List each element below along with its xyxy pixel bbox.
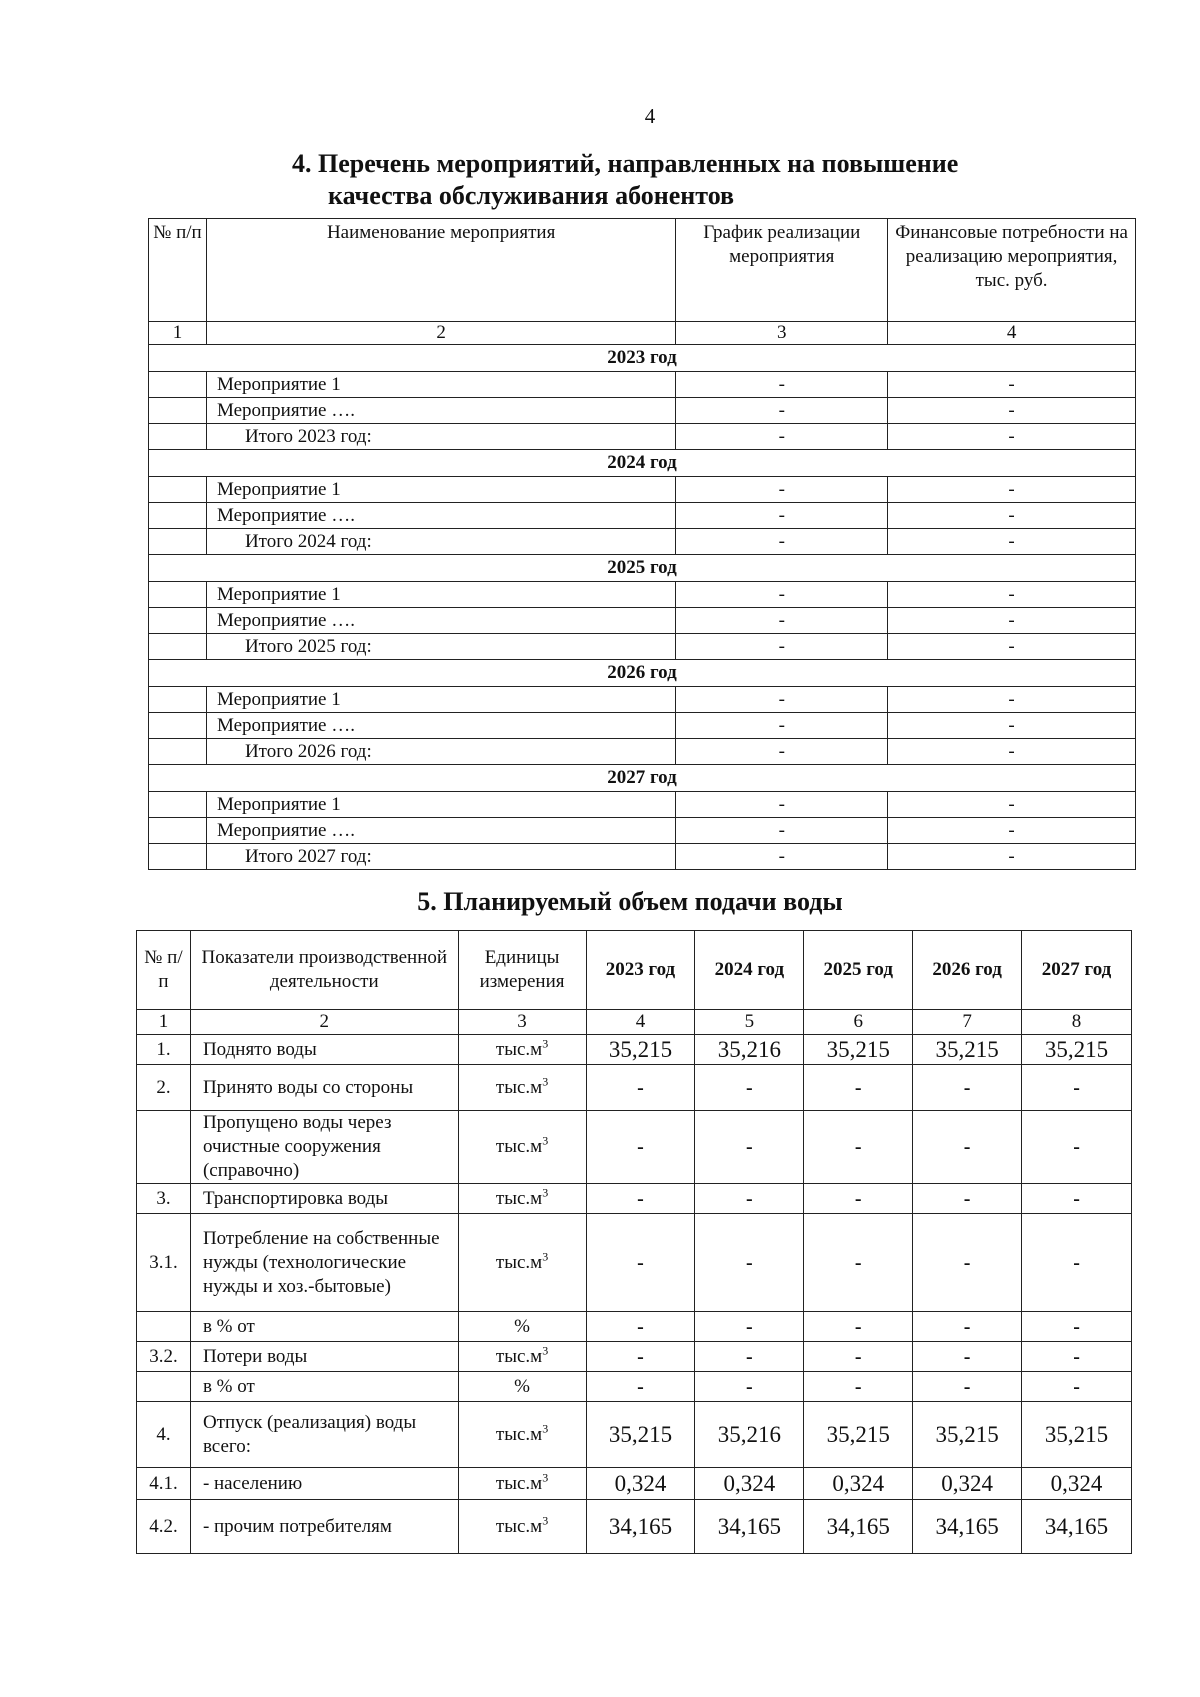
year-value: - <box>586 1342 695 1372</box>
year-value: 0,324 <box>804 1468 913 1500</box>
unit-label: % <box>514 1315 530 1337</box>
year-value: 34,165 <box>586 1500 695 1554</box>
column-number: 1 <box>137 1010 191 1035</box>
finance-value: - <box>888 818 1136 844</box>
row-number-cell <box>149 398 207 424</box>
row-number: 3.1. <box>137 1214 191 1312</box>
year-value: - <box>913 1372 1022 1402</box>
section-4-title-line1: 4. Перечень мероприятий, направленных на повышение <box>292 149 959 178</box>
row-number-cell <box>149 608 207 634</box>
year-value: 34,165 <box>1022 1500 1132 1554</box>
header-year: 2027 год <box>1022 931 1132 1010</box>
year-value: - <box>586 1184 695 1214</box>
row-number-cell <box>149 713 207 739</box>
row-number <box>137 1312 191 1342</box>
year-row <box>149 660 1136 687</box>
unit-label: тыс.м <box>495 1038 543 1060</box>
column-number: 3 <box>676 322 888 345</box>
indicator-name: - прочим потребителям <box>190 1500 458 1554</box>
unit-cell <box>458 1214 586 1312</box>
table-row <box>149 818 1136 844</box>
schedule-value: - <box>676 608 888 634</box>
schedule-value: - <box>676 424 888 450</box>
row-number-cell <box>149 477 207 503</box>
row-number <box>137 1372 191 1402</box>
unit-label: тыс.м <box>495 1423 543 1445</box>
year-value: - <box>804 1111 913 1184</box>
measure-name: Мероприятие 1 <box>206 477 675 503</box>
finance-value: - <box>888 739 1136 765</box>
finance-value: - <box>888 582 1136 608</box>
unit-cell <box>458 1312 586 1342</box>
year-label: 2027 год <box>149 765 1136 792</box>
table-row <box>137 1468 1132 1500</box>
year-value: 35,215 <box>1022 1402 1132 1468</box>
header-year: 2024 год <box>695 931 804 1010</box>
header-indicator: Показатели производственной деятельности <box>190 931 458 1010</box>
table-row <box>137 1402 1132 1468</box>
schedule-value: - <box>676 477 888 503</box>
schedule-value: - <box>676 582 888 608</box>
year-value: - <box>586 1111 695 1184</box>
indicator-name: Поднято воды <box>190 1035 458 1065</box>
table-row <box>149 582 1136 608</box>
table-row <box>137 1214 1132 1312</box>
year-value: - <box>804 1214 913 1312</box>
measures-table <box>148 218 1136 870</box>
schedule-value: - <box>676 398 888 424</box>
row-number: 4.2. <box>137 1500 191 1554</box>
measure-name: Мероприятие …. <box>206 608 675 634</box>
table-row <box>149 792 1136 818</box>
row-number: 4. <box>137 1402 191 1468</box>
column-number: 3 <box>458 1010 586 1035</box>
year-value: - <box>913 1111 1022 1184</box>
column-number: 4 <box>586 1010 695 1035</box>
year-value: - <box>586 1372 695 1402</box>
unit-cell <box>458 1468 586 1500</box>
row-number: 1. <box>137 1035 191 1065</box>
unit-superscript: 3 <box>542 1185 549 1200</box>
table-row <box>149 398 1136 424</box>
year-value: - <box>913 1214 1022 1312</box>
finance-value: - <box>888 398 1136 424</box>
row-number-cell <box>149 529 207 555</box>
year-label: 2025 год <box>149 555 1136 582</box>
unit-label: тыс.м <box>495 1187 543 1209</box>
year-row <box>149 555 1136 582</box>
unit-cell <box>458 1111 586 1184</box>
total-label: Итого 2026 год: <box>206 739 675 765</box>
unit-label: тыс.м <box>495 1515 543 1537</box>
finance-value: - <box>888 529 1136 555</box>
total-label: Итого 2023 год: <box>206 424 675 450</box>
measure-name: Мероприятие …. <box>206 713 675 739</box>
year-value: 35,215 <box>913 1035 1022 1065</box>
table-row <box>149 687 1136 713</box>
year-value: - <box>1022 1312 1132 1342</box>
page-number: 4 <box>644 104 656 128</box>
year-value: 34,165 <box>913 1500 1022 1554</box>
unit-cell <box>458 1402 586 1468</box>
header-year: 2026 год <box>913 931 1022 1010</box>
year-value: - <box>695 1184 804 1214</box>
row-number-cell <box>149 739 207 765</box>
schedule-value: - <box>676 634 888 660</box>
unit-label: % <box>514 1375 530 1397</box>
year-value: - <box>804 1065 913 1111</box>
row-number-cell <box>149 634 207 660</box>
unit-cell <box>458 1500 586 1554</box>
year-value: - <box>1022 1111 1132 1184</box>
row-number-cell <box>149 844 207 870</box>
header-num: № п/п <box>137 931 191 1010</box>
row-number-cell <box>149 372 207 398</box>
year-value: 0,324 <box>913 1468 1022 1500</box>
year-value: - <box>695 1111 804 1184</box>
year-value: - <box>586 1065 695 1111</box>
table-row <box>149 372 1136 398</box>
measure-name: Мероприятие …. <box>206 818 675 844</box>
header-num: № п/п <box>149 219 207 322</box>
year-value: - <box>586 1312 695 1342</box>
year-label: 2024 год <box>149 450 1136 477</box>
finance-value: - <box>888 844 1136 870</box>
section-4-title <box>292 148 1072 212</box>
header-finance: Финансовые потребности на реализацию мероприятия, тыс. руб. <box>888 219 1136 322</box>
column-number: 2 <box>206 322 675 345</box>
total-label: Итого 2025 год: <box>206 634 675 660</box>
row-number-cell <box>149 792 207 818</box>
unit-label: тыс.м <box>495 1251 543 1273</box>
year-value: 0,324 <box>586 1468 695 1500</box>
finance-value: - <box>888 424 1136 450</box>
row-number <box>137 1111 191 1184</box>
row-number-cell <box>149 582 207 608</box>
finance-value: - <box>888 372 1136 398</box>
column-number: 8 <box>1022 1010 1132 1035</box>
schedule-value: - <box>676 739 888 765</box>
schedule-value: - <box>676 372 888 398</box>
unit-superscript: 3 <box>542 1513 549 1528</box>
schedule-value: - <box>676 687 888 713</box>
table-row <box>137 1035 1132 1065</box>
year-value: - <box>913 1184 1022 1214</box>
year-label: 2023 год <box>149 345 1136 372</box>
indicator-name: Пропущено воды через очистные сооружения (справочно) <box>190 1111 458 1184</box>
year-value: - <box>913 1342 1022 1372</box>
row-number-cell <box>149 424 207 450</box>
total-label: Итого 2027 год: <box>206 844 675 870</box>
indicator-name: Потери воды <box>190 1342 458 1372</box>
finance-value: - <box>888 634 1136 660</box>
indicator-name: - населению <box>190 1468 458 1500</box>
unit-cell <box>458 1065 586 1111</box>
year-value: 35,215 <box>804 1402 913 1468</box>
year-value: 34,165 <box>804 1500 913 1554</box>
table-row <box>149 608 1136 634</box>
year-value: 0,324 <box>695 1468 804 1500</box>
table-row <box>149 503 1136 529</box>
table-row <box>149 529 1136 555</box>
header-measure-name: Наименование мероприятия <box>206 219 675 322</box>
year-value: - <box>695 1342 804 1372</box>
row-number: 2. <box>137 1065 191 1111</box>
year-value: - <box>804 1184 913 1214</box>
year-value: 35,215 <box>586 1035 695 1065</box>
finance-value: - <box>888 687 1136 713</box>
finance-value: - <box>888 608 1136 634</box>
year-value: - <box>1022 1065 1132 1111</box>
measure-name: Мероприятие 1 <box>206 372 675 398</box>
year-value: 35,216 <box>695 1402 804 1468</box>
year-value: 35,215 <box>804 1035 913 1065</box>
total-label: Итого 2024 год: <box>206 529 675 555</box>
year-value: 35,215 <box>586 1402 695 1468</box>
measure-name: Мероприятие …. <box>206 503 675 529</box>
measure-name: Мероприятие 1 <box>206 582 675 608</box>
unit-superscript: 3 <box>542 1036 549 1051</box>
table-row <box>149 739 1136 765</box>
row-number: 3. <box>137 1184 191 1214</box>
schedule-value: - <box>676 792 888 818</box>
unit-superscript: 3 <box>542 1343 549 1358</box>
table-row <box>137 1065 1132 1111</box>
table-row <box>137 1500 1132 1554</box>
header-year: 2025 год <box>804 931 913 1010</box>
year-value: 34,165 <box>695 1500 804 1554</box>
measure-name: Мероприятие 1 <box>206 792 675 818</box>
year-value: - <box>1022 1184 1132 1214</box>
year-value: - <box>695 1372 804 1402</box>
year-row <box>149 345 1136 372</box>
unit-cell <box>458 1035 586 1065</box>
year-value: - <box>1022 1372 1132 1402</box>
indicator-name: Потребление на собственные нужды (технологические нужды и хоз.-бытовые) <box>190 1214 458 1312</box>
section-5-title: 5. Планируемый объем подачи воды <box>417 887 843 916</box>
unit-label: тыс.м <box>495 1136 543 1157</box>
indicator-name: в % от <box>190 1312 458 1342</box>
schedule-value: - <box>676 844 888 870</box>
year-row <box>149 450 1136 477</box>
year-row <box>149 765 1136 792</box>
indicator-name: Принято воды со стороны <box>190 1065 458 1111</box>
unit-cell <box>458 1372 586 1402</box>
year-value: - <box>1022 1214 1132 1312</box>
year-value: - <box>1022 1342 1132 1372</box>
year-value: - <box>804 1372 913 1402</box>
year-value: - <box>695 1312 804 1342</box>
table-row <box>149 844 1136 870</box>
table-row <box>137 1342 1132 1372</box>
unit-superscript: 3 <box>542 1421 549 1436</box>
unit-superscript: 3 <box>542 1470 549 1485</box>
header-schedule: График реализации мероприятия <box>676 219 888 322</box>
column-number: 4 <box>888 322 1136 345</box>
year-value: - <box>695 1214 804 1312</box>
year-value: - <box>913 1312 1022 1342</box>
year-value: 35,215 <box>913 1402 1022 1468</box>
header-unit: Единицы измерения <box>458 931 586 1010</box>
row-number: 3.2. <box>137 1342 191 1372</box>
water-supply-table <box>136 930 1132 1554</box>
table-row <box>137 1111 1132 1184</box>
column-number: 2 <box>190 1010 458 1035</box>
schedule-value: - <box>676 713 888 739</box>
indicator-name: Отпуск (реализация) воды всего: <box>190 1402 458 1468</box>
unit-superscript: 3 <box>542 1074 549 1089</box>
unit-label: тыс.м <box>495 1076 543 1098</box>
year-value: - <box>695 1065 804 1111</box>
table-row <box>149 634 1136 660</box>
indicator-name: Транспортировка воды <box>190 1184 458 1214</box>
unit-label: тыс.м <box>495 1345 543 1367</box>
finance-value: - <box>888 477 1136 503</box>
column-number: 6 <box>804 1010 913 1035</box>
unit-superscript: 3 <box>542 1249 549 1264</box>
measure-name: Мероприятие 1 <box>206 687 675 713</box>
column-number: 5 <box>695 1010 804 1035</box>
table-row <box>137 1312 1132 1342</box>
table-row <box>149 424 1136 450</box>
unit-label: тыс.м <box>495 1472 543 1494</box>
year-value: 35,216 <box>695 1035 804 1065</box>
unit-cell <box>458 1184 586 1214</box>
finance-value: - <box>888 792 1136 818</box>
column-number: 1 <box>149 322 207 345</box>
year-value: - <box>804 1312 913 1342</box>
table-row <box>149 713 1136 739</box>
finance-value: - <box>888 713 1136 739</box>
row-number-cell <box>149 687 207 713</box>
year-value: - <box>804 1342 913 1372</box>
column-number: 7 <box>913 1010 1022 1035</box>
unit-cell <box>458 1342 586 1372</box>
indicator-name: в % от <box>190 1372 458 1402</box>
finance-value: - <box>888 503 1136 529</box>
year-value: - <box>913 1065 1022 1111</box>
schedule-value: - <box>676 503 888 529</box>
measure-name: Мероприятие …. <box>206 398 675 424</box>
unit-superscript: 3 <box>542 1133 549 1148</box>
header-year: 2023 год <box>586 931 695 1010</box>
schedule-value: - <box>676 818 888 844</box>
year-value: 0,324 <box>1022 1468 1132 1500</box>
table-row <box>137 1184 1132 1214</box>
table-row <box>149 477 1136 503</box>
table-row <box>137 1372 1132 1402</box>
year-value: 35,215 <box>1022 1035 1132 1065</box>
row-number-cell <box>149 503 207 529</box>
year-value: - <box>586 1214 695 1312</box>
year-label: 2026 год <box>149 660 1136 687</box>
schedule-value: - <box>676 529 888 555</box>
row-number: 4.1. <box>137 1468 191 1500</box>
row-number-cell <box>149 818 207 844</box>
section-4-title-line2: качества обслуживания абонентов <box>328 181 735 210</box>
